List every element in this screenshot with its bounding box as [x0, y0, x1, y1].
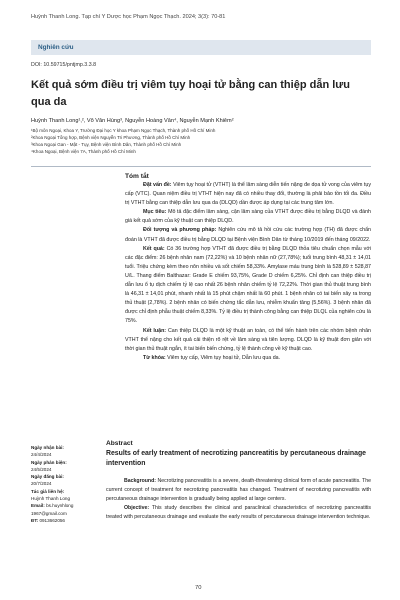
label-keywords: Từ khóa:: [143, 354, 166, 361]
en-paragraph-background: [106, 477, 371, 504]
label-methods: Đối tượng và phương pháp:: [143, 227, 217, 234]
email-part1[interactable]: bs.huynhlong: [46, 503, 74, 509]
affiliation-2: ²Khoa Ngoại Tổng hợp, Bệnh viện Nguyễn Tri Phương, Thành phố Hồ Chí Minh: [31, 135, 191, 140]
article-title: Kết quả sớm điều trị viêm tụy hoại tử bằng can thiệp dẫn lưu qua da: [31, 79, 350, 108]
affiliation-3: ³Khoa Ngoại Gan - Mật - Tụy, Bệnh viện Bình Dân, Thành phố Hồ Chí Minh: [31, 142, 182, 147]
affiliation-4: ⁴Khoa Ngoại, Bệnh viện 7A, Thành phố Hồ Chí Minh: [31, 149, 136, 154]
text-methods: Nghiên cứu mô tả hồi cứu các trường hợp (TH) đã được chẩn đoán là VTHT đã được điều trị bằng DLQD tại Bệnh viện Bình Dân từ tháng 10/2019 đến tháng 09/2022.: [125, 227, 371, 243]
en-article-title: Results of early treatment of necrotizing pancreatitis by percutaneous drainage intervention: [106, 450, 366, 467]
email-part2[interactable]: 1967@gmail.com: [31, 510, 67, 516]
section-label: Nghiên cứu: [38, 44, 74, 51]
vi-abstract-body: [125, 181, 371, 363]
reviewed-label: Ngày phản biện:: [31, 459, 67, 465]
phone-label: ĐT:: [31, 517, 39, 523]
label-results: Kết quả:: [143, 245, 165, 252]
article-dates-sidebar: [31, 444, 101, 524]
en-label-background: Background:: [124, 478, 156, 484]
reviewed-date: 24/5/2024: [31, 466, 52, 472]
corresponding-author-name: Huỳnh Thanh Long: [31, 496, 70, 502]
doi[interactable]: DOI: 10.59715/pntjmp.3.3.8: [31, 62, 97, 68]
divider: [31, 166, 371, 167]
received-date: 24/4/2024: [31, 452, 52, 458]
text-background: Viêm tụy hoại tử (VTHT) là thể lâm sàng diễn tiến nặng đe dọa tử vong của viêm tụy cấp (VTC). Quan niệm điều trị VTHT hiện nay đã có nhiều thay đổi, thường là phải bảo tồn tối đa. Điều trị VTHT bằng can thiệp dẫn lưu qua da (DLQD) dần được áp dụng tại các trung tâm lớn.: [125, 182, 371, 207]
en-abstract-body: [106, 477, 371, 522]
en-label-objective: Objective:: [124, 505, 150, 512]
paragraph-background: [125, 181, 371, 208]
affiliation-1: ¹Bộ môn Ngoại, Khoa Y, Trường Đại học Y khoa Phạm Ngọc Thạch, Thành phố Hồ Chí Minh: [31, 128, 216, 133]
vi-abstract-heading: Tóm tắt: [125, 173, 149, 180]
author-list: Huỳnh Thanh Long¹,², Võ Văn Hùng³, Nguyễn Hoàng Vân⁴, Nguyễn Mạnh Khiêm²: [31, 118, 234, 124]
label-background: Đặt vấn đề:: [143, 182, 172, 188]
phone-number: 0913662056: [39, 517, 65, 523]
text-conclusion: Can thiệp DLQD là một kỹ thuật an toàn, có thể tiến hành trên các nhóm bệnh nhân VTHT thể nặng cho kết quả cải thiện rõ rệt về lâm sàng và tiên lượng. DLQD là kỹ thuật đơn giản với thời gian thủ thuật ngắn, ít tai biến biến chứng, tỷ lệ thành công về kỹ thuật cao.: [125, 327, 371, 352]
text-results: Có 36 trường hợp VTHT đã được điều trị bằng DLQD thỏa tiêu chuẩn chọn mẫu với các đặc điểm: 26 bệnh nhân nam (72,22%) và 10 bệnh nhân nữ (27,78%); tuổi trung bình 48,31 ± 14,01 tuổi. Triệu chứng kèm theo nôn nhiều và sốt chiếm 58,33%. Amylase máu trung bình là 528,89 ± 528,87 U/L. Thang điểm Balthazar: Grade E chiếm 93,75%, Grade D chiếm 6,25%. Chỉ định can thiệp điều trị dẫn lưu ổ tụ dịch chiếm tỷ lệ cao nhất 26 bệnh nhân chiếm tỷ lệ 72,22%. Thời gian thủ thuật trung bình là 46,31 ± 14,01 phút, nhanh nhất là 15 phút chậm nhất là 60 phút. 1 bệnh nhân có tai biến xảy ra trong thủ thuật (2,78%). 2 bệnh nhân có biến chứng tắc dẫn lưu, nhiễm khuẩn tăng (5,56%). 3 bệnh nhân đã được chỉ định phẫu thuật chiếm 8,33%. Tỷ lệ điều trị thành công bằng can thiệp DLQL của nghiên cứu là 75%.: [125, 245, 371, 325]
label-conclusion: Kết luận:: [143, 327, 167, 334]
paragraph-results: [125, 245, 371, 327]
paragraph-objective: [125, 208, 371, 226]
accepted-label: Ngày đăng bài:: [31, 474, 64, 480]
page-number: 70: [195, 585, 202, 591]
accepted-date: 20/7/2024: [31, 481, 52, 487]
text-objective: Mô tả đặc điểm lâm sàng, cận lâm sàng của VTHT được điều trị bằng DLQD và đánh giá kết quả sớm của kỹ thuật can thiệp DLQD.: [125, 209, 371, 225]
text-keywords: Viêm tụy cấp, Viêm tụy hoại tử, Dẫn lưu qua da.: [167, 354, 281, 361]
en-abstract-heading: Abstract: [106, 440, 133, 447]
paragraph-methods: [125, 226, 371, 244]
corresponding-author-label: Tác giả liên hệ:: [31, 488, 65, 494]
en-text-background: Necrotizing pancreatitis is a severe, death-threatening clinical form of acute pancreatitis. The current concept of treatment for necrotizing pancreatitis has changed. Treatment of necrotizing pancreatitis with percutaneous drainage intervention is gradually being applied at large centers.: [106, 478, 371, 503]
paragraph-keywords: [125, 354, 371, 363]
label-objective: Mục tiêu:: [143, 209, 167, 216]
en-paragraph-objective: [106, 504, 371, 522]
paragraph-conclusion: [125, 327, 371, 354]
section-band: [31, 40, 371, 55]
received-label: Ngày nhận bài:: [31, 445, 64, 450]
journal-header: Huỳnh Thanh Long. Tạp chí Y Dược học Phạm Ngọc Thạch. 2024; 3(3): 70-81: [31, 14, 226, 20]
email-label: Email:: [31, 503, 45, 509]
en-text-objective: This study describes the clinical and paraclinical characteristics of necrotizing pancreatitis treated with percutaneous drainage and evaluate the early results of percutaneous drainage intervention technique.: [106, 505, 371, 521]
